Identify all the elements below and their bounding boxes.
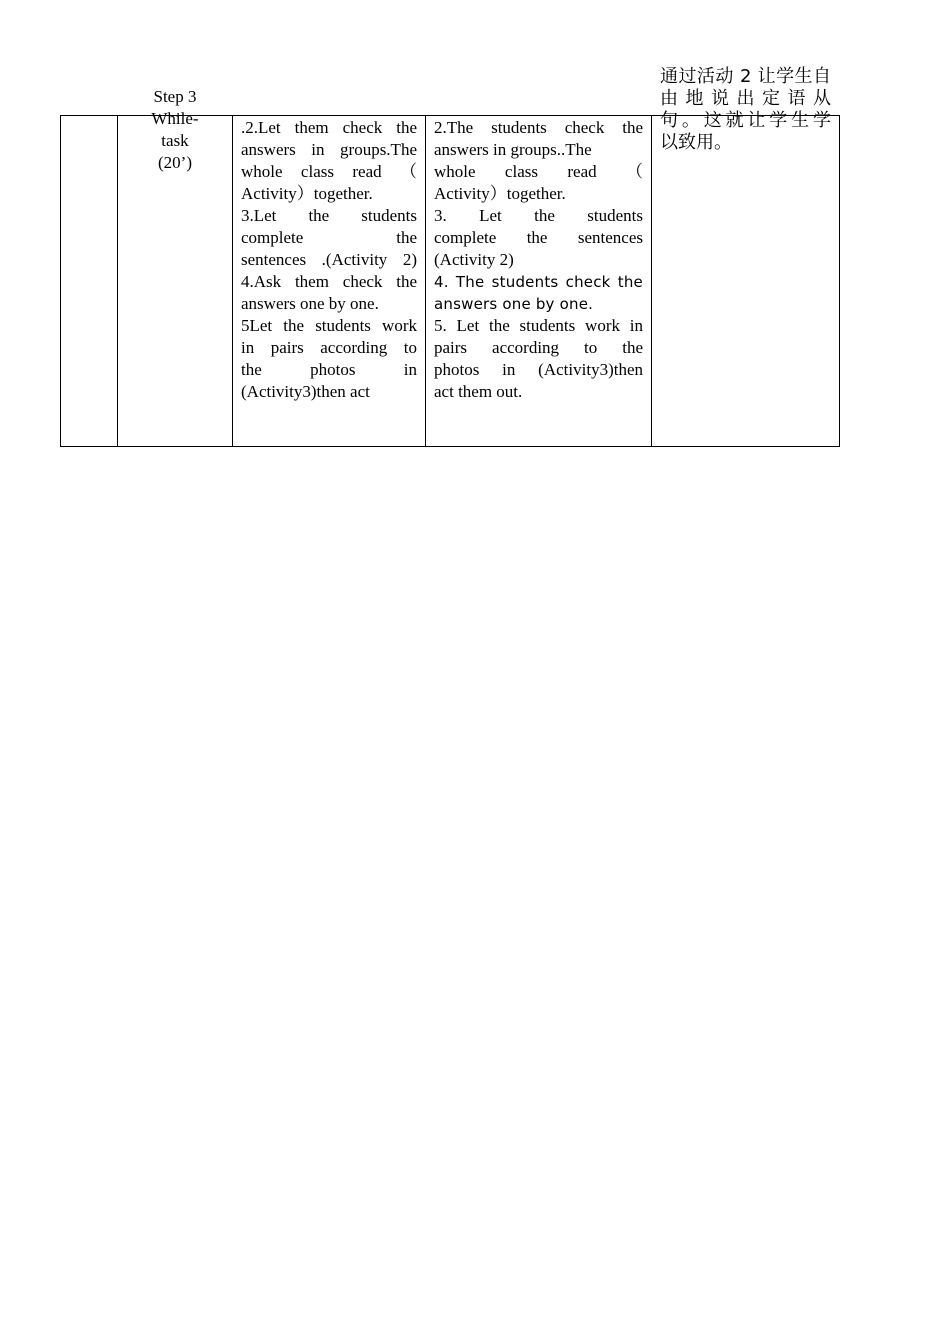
teacher-line: (Activity3)then act	[241, 382, 370, 401]
student-line: pairs according to the	[434, 338, 643, 357]
teacher-line: answers in groups.The	[241, 140, 417, 159]
purpose-line: 以致用。	[660, 132, 732, 153]
teacher-line: whole class read （	[241, 162, 417, 181]
teacher-line: Activity）together.	[241, 184, 373, 203]
student-line: (Activity 2)	[434, 250, 514, 269]
teacher-line: in pairs according to	[241, 338, 417, 357]
student-activity-cell	[426, 116, 652, 447]
step-cell	[118, 87, 233, 447]
table-row	[61, 116, 840, 447]
student-line: complete the sentences	[434, 228, 643, 247]
teacher-activity-cell	[233, 116, 426, 447]
teacher-line: answers one by one.	[241, 294, 379, 313]
teacher-line: 4.Ask them check the	[241, 272, 417, 291]
blank-cell	[61, 116, 118, 447]
teacher-line: sentences .(Activity 2)	[241, 250, 417, 269]
student-line: 3. Let the students	[434, 206, 643, 225]
design-purpose-cell	[652, 66, 840, 447]
student-line: answers in groups..The	[434, 140, 592, 159]
purpose-line: 由地说出定语从	[660, 88, 831, 109]
purpose-line: 句。这就让学生学	[660, 110, 831, 131]
student-line: act them out.	[434, 382, 523, 401]
teacher-line: .2.Let them check the	[241, 118, 417, 137]
step-duration: (20’)	[158, 153, 192, 172]
step-phase: While-	[151, 109, 199, 128]
student-line: 4. The students check the	[434, 273, 643, 291]
student-line: 5. Let the students work in	[434, 316, 643, 335]
student-line: Activity）together.	[434, 184, 566, 203]
purpose-line: 通过活动 2 让学生自	[660, 66, 831, 87]
step-label: Step 3	[153, 87, 197, 106]
teacher-line: the photos in	[241, 360, 417, 379]
student-line: photos in (Activity3)then	[434, 360, 643, 379]
teacher-line: 3.Let the students	[241, 206, 417, 225]
student-line: whole class read （	[434, 162, 643, 181]
lesson-plan-table	[60, 66, 840, 447]
teacher-line: 5Let the students work	[241, 316, 417, 335]
student-line: 2.The students check the	[434, 118, 643, 137]
student-line: answers one by one.	[434, 295, 594, 313]
step-phase-cont: task	[161, 131, 189, 150]
teacher-line: complete the	[241, 228, 417, 247]
